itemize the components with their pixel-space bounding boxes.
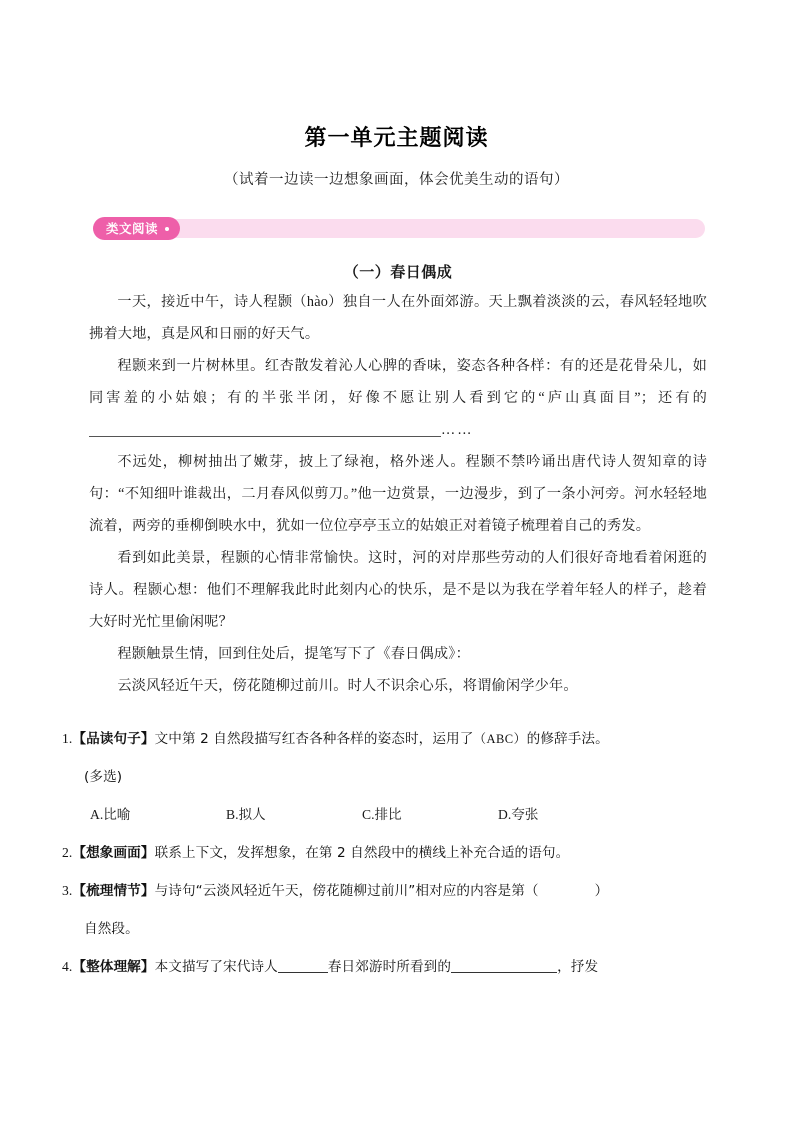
- question-4-blank-1[interactable]: [278, 956, 328, 973]
- question-4-number: 4.: [62, 959, 73, 975]
- passage-title: （一）春日偶成: [343, 263, 453, 282]
- option-b[interactable]: [226, 796, 362, 834]
- option-d-letter: D.: [498, 807, 512, 823]
- question-3-text: 与诗句“云淡风轻近午天，傍花随柳过前川”相对应的内容是第（: [154, 883, 539, 900]
- question-4-blank-2[interactable]: [451, 956, 557, 973]
- section-banner: [0, 217, 793, 239]
- question-2-number: 2.: [62, 845, 73, 861]
- option-c-label: 排比: [374, 807, 402, 824]
- question-4-text-middle: 春日郊游时所看到的: [327, 959, 452, 976]
- question-1-number: 1.: [62, 731, 73, 747]
- option-a[interactable]: [90, 796, 226, 834]
- question-3: [62, 872, 745, 910]
- option-d[interactable]: [498, 796, 634, 834]
- passage-paragraph-4: 看到如此美景，程颢的心情非常愉快。这时，河的对岸那些劳动的人们很好奇地看着闲逛的诗人。程颢心想：他们不理解我此时此刻内心的快乐，是不是以为我在学着年轻人的样子，趁着大好时光忙里偷闲呢？: [89, 550, 707, 631]
- question-1-text: 文中第 2 自然段描写红杏各种各样的姿态时，运用了: [154, 731, 474, 748]
- question-1: [62, 720, 745, 758]
- passage-paragraph-1: 一天，接近中午，诗人程颢（hào）独自一人在外面郊游。天上飘着淡淡的云，春风轻轻地吹拂着大地，真是风和日丽的好天气。: [89, 294, 707, 343]
- passage-paragraph-2-text: 程颢来到一片树林里。红杏散发着沁人心脾的香味，姿态各种各样：有的还是花骨朵儿，如同害羞的小姑娘；有的半张半闭，好像不愿让别人看到它的“庐山真面目”；还有的: [89, 358, 707, 407]
- question-4: [62, 948, 745, 986]
- question-3-tag: 【梳理情节】: [72, 883, 155, 900]
- question-1-answer[interactable]: （ABC）: [473, 732, 527, 747]
- question-3-continuation: 自然段。: [84, 921, 139, 938]
- question-1-text-after: 的修辞手法。: [526, 731, 609, 748]
- questions-section: [0, 720, 793, 986]
- passage-poem: 云淡风轻近午天，傍花随柳过前川。时人不识余心乐，将谓偷闲学少年。: [117, 678, 578, 695]
- reading-passage: [0, 239, 793, 702]
- question-3-number: 3.: [62, 883, 73, 899]
- option-c[interactable]: [362, 796, 498, 834]
- passage-paragraph-3: 不远处，柳树抽出了嫩芽，披上了绿袍，格外迷人。程颢不禁吟诵出唐代诗人贺知章的诗句：“不知细叶谁裁出，二月春风似剪刀。”他一边赏景，一边漫步，到了一条小河旁。河水轻轻地流着，两旁的垂柳倒映水中，犹如一位位亭亭玉立的姑娘正对着镜子梳理着自己的秀发。: [89, 454, 707, 535]
- question-3-text-after: ）: [594, 883, 609, 900]
- question-4-tag: 【整体理解】: [72, 959, 155, 976]
- question-2-text: 联系上下文，发挥想象，在第 2 自然段中的横线上补充合适的语句。: [154, 845, 570, 862]
- fill-in-blank-line[interactable]: [89, 418, 441, 437]
- question-1-continuation: (多选): [84, 769, 123, 786]
- passage-paragraph-5: 程颢触景生情，回到住处后，提笔写下了《春日偶成》：: [117, 646, 470, 663]
- passage-paragraph-2: [89, 350, 707, 446]
- banner-bar: [93, 219, 705, 238]
- option-b-letter: B.: [226, 807, 239, 823]
- option-d-label: 夸张: [511, 807, 539, 824]
- question-1-options: [62, 796, 745, 834]
- section-banner-pill: [93, 217, 180, 240]
- page-subtitle: （试着一边读一边想象画面，体会优美生动的语句）: [224, 172, 569, 189]
- option-a-label: 比喻: [103, 807, 131, 824]
- option-a-letter: A.: [90, 807, 104, 823]
- option-c-letter: C.: [362, 807, 375, 823]
- section-banner-label: 类文阅读: [106, 220, 159, 236]
- question-4-text-after: ，抒发: [557, 959, 599, 976]
- passage-ellipsis: ……: [441, 422, 474, 439]
- option-b-label: 拟人: [238, 807, 266, 824]
- question-2: [62, 834, 745, 872]
- question-1-tag: 【品读句子】: [72, 731, 155, 748]
- question-2-tag: 【想象画面】: [72, 845, 155, 862]
- question-4-text: 本文描写了宋代诗人: [154, 959, 278, 976]
- bullet-dot-icon: [165, 227, 169, 231]
- page-title: 第一单元主题阅读: [304, 126, 489, 151]
